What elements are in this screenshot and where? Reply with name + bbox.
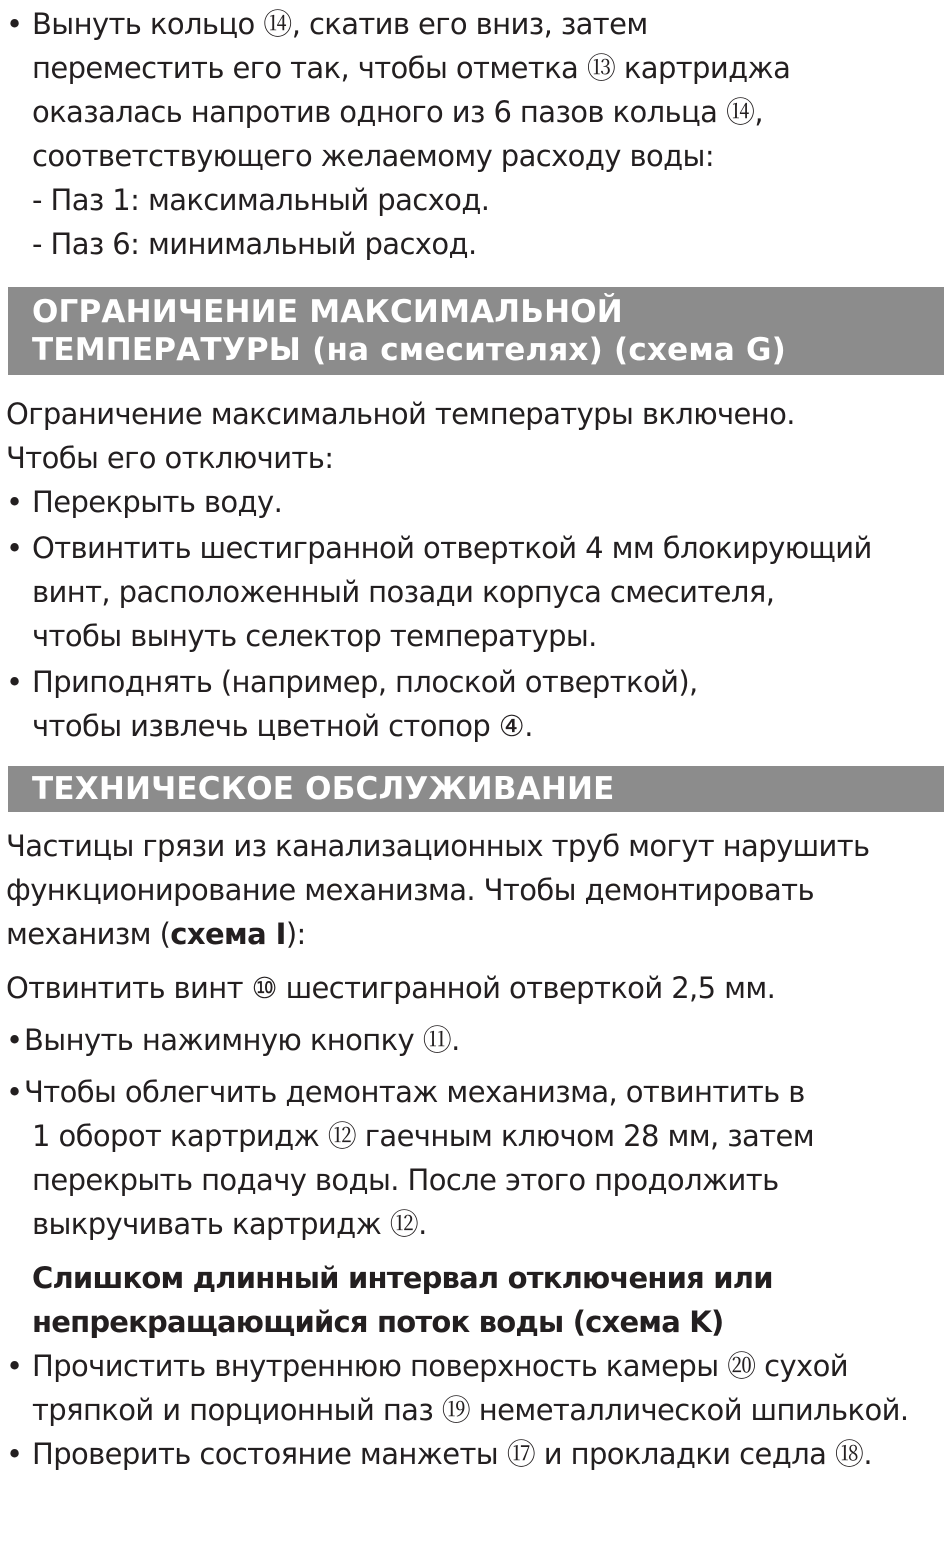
list-item-clean-chamber <box>6 1344 946 1432</box>
text-line: чтобы вынуть селектор температуры. <box>32 619 597 653</box>
text-line: непрекращающийся поток воды (схема K) <box>32 1305 724 1339</box>
section-heading-maintenance <box>8 766 944 812</box>
list-item-remove-button <box>24 1018 946 1062</box>
text-run: ): <box>285 917 306 951</box>
temperature-limit-intro <box>6 392 946 480</box>
text-line: Вынуть кольцо ⑭, скатив его вниз, затем <box>32 7 648 41</box>
text-line: Прочистить внутреннюю поверхность камеры ⑳ сухой <box>32 1349 849 1383</box>
bullet-mark: • <box>6 1075 24 1109</box>
text-line: Чтобы его отключить: <box>6 441 334 475</box>
text-line: перекрыть подачу воды. После этого продолжить <box>32 1163 779 1197</box>
text-line: тряпкой и порционный паз ⑲ неметаллической шпилькой. <box>32 1393 909 1427</box>
heading-line: ОГРАНИЧЕНИЕ МАКСИМАЛЬНОЙ <box>32 294 623 330</box>
text-line: Проверить состояние манжеты ⑰ и прокладки седла ⑱. <box>32 1437 872 1471</box>
bullet-mark: • <box>6 531 24 565</box>
list-item-unscrew-lock <box>6 526 946 658</box>
bullet-mark: • <box>6 1349 24 1383</box>
list-item-remove-stopper <box>6 660 946 748</box>
text-line: Отвинтить шестигранной отверткой 4 мм блокирующий <box>32 531 872 565</box>
unscrew-screw-step <box>6 966 946 1010</box>
text-line: 1 оборот картридж ⑫ гаечным ключом 28 мм, затем <box>32 1119 815 1153</box>
text-line: винт, расположенный позади корпуса смесителя, <box>32 575 775 609</box>
list-item-unscrew-cartridge <box>24 1070 946 1246</box>
text-line: Вынуть нажимную кнопку ⑪. <box>24 1023 460 1057</box>
text-line: переместить его так, чтобы отметка ⑬ картриджа <box>32 51 791 85</box>
text-line: Перекрыть воду. <box>32 485 283 519</box>
text-line: Приподнять (например, плоской отверткой), <box>32 665 698 699</box>
text-line: функционирование механизма. Чтобы демонтировать <box>6 873 814 907</box>
ring-adjust-instruction <box>6 2 946 266</box>
heading-line <box>32 331 944 369</box>
bullet-mark: • <box>6 485 24 519</box>
maintenance-intro <box>6 824 946 956</box>
text-line <box>6 912 946 956</box>
subheading-long-shutoff <box>32 1256 773 1344</box>
heading-suffix: (на смесителях) (схема G) <box>312 332 787 368</box>
heading-main: ТЕМПЕРАТУРЫ <box>32 332 313 368</box>
text-line: - Паз 1: максимальный расход. <box>32 183 490 217</box>
section-heading-temperature-limit <box>8 287 944 375</box>
list-item-check-seals <box>6 1432 946 1476</box>
text-line: Частицы грязи из канализационных труб могут нарушить <box>6 829 870 863</box>
text-line: чтобы извлечь цветной стопор ④. <box>32 709 533 743</box>
text-line: выкручивать картридж ⑫. <box>32 1207 427 1241</box>
text-run: механизм ( <box>6 917 171 951</box>
bullet-mark: • <box>6 665 24 699</box>
list-item-shut-water <box>6 480 946 524</box>
heading-line: ТЕХНИЧЕСКОЕ ОБСЛУЖИВАНИЕ <box>32 771 615 807</box>
text-line: соответствующего желаемому расходу воды: <box>32 139 715 173</box>
bullet-mark: • <box>6 1437 24 1471</box>
bullet-mark: • <box>6 7 24 41</box>
text-line: оказалась напротив одного из 6 пазов кольца ⑭, <box>32 95 763 129</box>
text-line: - Паз 6: минимальный расход. <box>32 227 477 261</box>
text-line: Отвинтить винт ⑩ шестигранной отверткой 2,5 мм. <box>6 971 776 1005</box>
text-line: Ограничение максимальной температуры включено. <box>6 397 795 431</box>
scheme-reference: схема I <box>170 917 286 951</box>
text-line: Слишком длинный интервал отключения или <box>32 1261 773 1295</box>
text-line: Чтобы облегчить демонтаж механизма, отвинтить в <box>24 1075 805 1109</box>
bullet-mark: • <box>6 1023 24 1057</box>
